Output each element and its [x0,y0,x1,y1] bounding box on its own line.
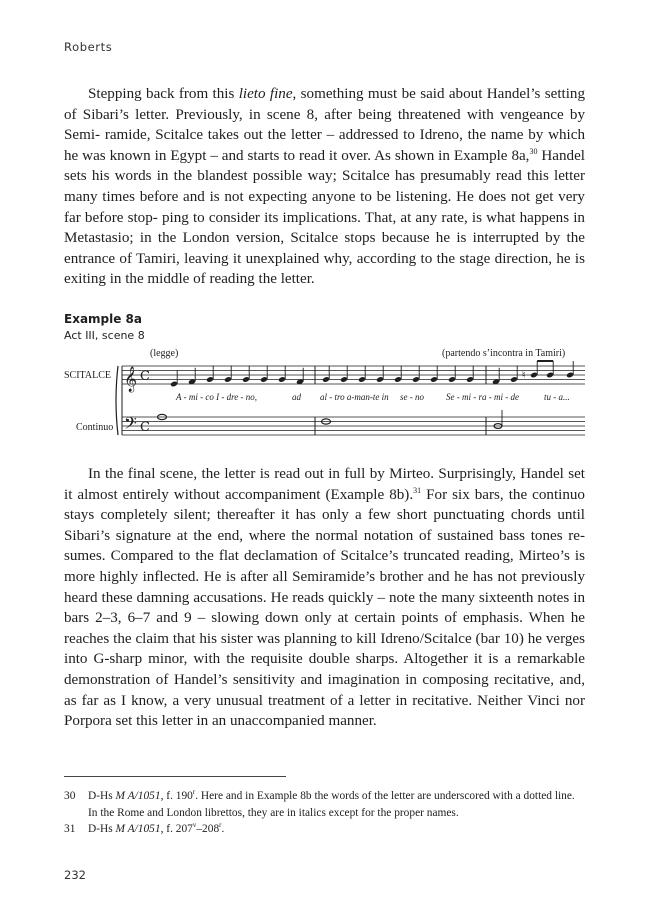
footnote-number: 31 [64,823,76,835]
time-signature-voice: C [140,369,150,384]
continuo-label: Continuo [76,422,114,433]
natural-sign-icon: ♮ [522,370,526,381]
lyric-syllables: tu - a... [544,392,570,402]
page-number: 232 [64,868,86,882]
footnotes [64,788,585,838]
treble-clef-icon: 𝄞 [124,367,138,392]
continuo-staff [122,417,585,435]
example-subheading: Act III, scene 8 [64,329,145,342]
system-bracket [116,366,118,435]
paragraph-1 [64,84,585,290]
stage-direction-legge: (legge) [150,348,179,359]
lyric-syllables: se - no [400,392,424,402]
footnote-30: 30 D-Hs M A/1051, f. 190$^r$. Here and in Example 8b the words of the letter are underscored with a dotted line. In the Rome and London librettos, they are in italics except for the proper names. [64,788,575,819]
footnote-divider [64,776,286,777]
lyric-syllables: Se - mi - ra - mi - de [446,392,519,402]
example-heading: Example 8a [64,312,143,326]
footnote-31: 31 D-Hs M A/1051, f. 207$^v$–208$^r$. [64,821,585,838]
running-head: Roberts [64,40,113,54]
paragraph-2-text: In the final scene, the letter is read out in full by Mirteo. Surprisingly, Handel set it almost entirely without accompaniment (Example 8b).$^{31}$ For six bars, the continuo stays completely silent; thereafter it has only a few short punctuating chords until Sibari’s signature at the end, where the normal notation of sustained bass tones re- sumes. Compared to the flat declamation of Scitalce’s truncated reading, Mirteo’s is more highly inflected. He is after all Semiramide’s brother and he has not previously heard these damning accusations. He reads quickly – note the many sixteenth notes in bars 2–3, 6–7 and 9 – slowing down only at certain points of emphasis. When he reaches the claim that his sister was planning to kill Idreno/Scitalce (bar 10) he verges into G-sharp minor, with the requisite double sharps. Altogether it is a remarkable demonstration of Handel’s sensitivity and imagination in composing recitative, and, as far as I know, a very unusual treatment of a letter in recitative. Neither Vinci nor Porpora set this letter in an unaccompanied manner. [64,466,585,730]
voice-notes [170,361,574,387]
music-example [64,344,585,440]
bass-clef-icon: 𝄢 [124,413,137,437]
lyric-syllables: ad [292,392,301,402]
continuo-notes [158,410,503,428]
footnote-ref-30: 30 [529,146,538,156]
stage-direction-partendo: (partendo s’incontra in Tamiri) [442,348,566,359]
voice-label: SCITALCE [64,370,111,381]
lyric-syllables: A - mi - co I - dre - no, [176,392,257,402]
lyric-syllables: al - tro a-man-te in [320,392,389,402]
lyrics [175,392,570,402]
footnote-number: 30 [64,790,76,802]
paragraph-2 [64,464,585,732]
footnote-ref-31: 31 [413,485,422,495]
paragraph-1-text: Stepping back from this lieto fine, something must be said about Handel’s setting of Sibari’s letter. Previously, in scene 8, after being threatened with vengeance by Semi- ramide, Scitalce takes out the letter – addressed to Idreno, the name by which he was known in Egypt – and starts to read it over. As shown in Example 8a,$^{30}$ Handel sets his words in the blandest possible way; Scitalce has presumably read this letter many times before and is not expecting anyone to be listening. He does not get very far before stop- ping to consider its implications. That, at any rate, is what happens in Metastasio; in the London version, Scitalce stops because he is interrupted by the entrance of Tamiri, leaving it unexplained why, according to the stage direction, he is exiting in the middle of reading the letter. [64,86,586,288]
time-signature-continuo: C [140,420,150,435]
